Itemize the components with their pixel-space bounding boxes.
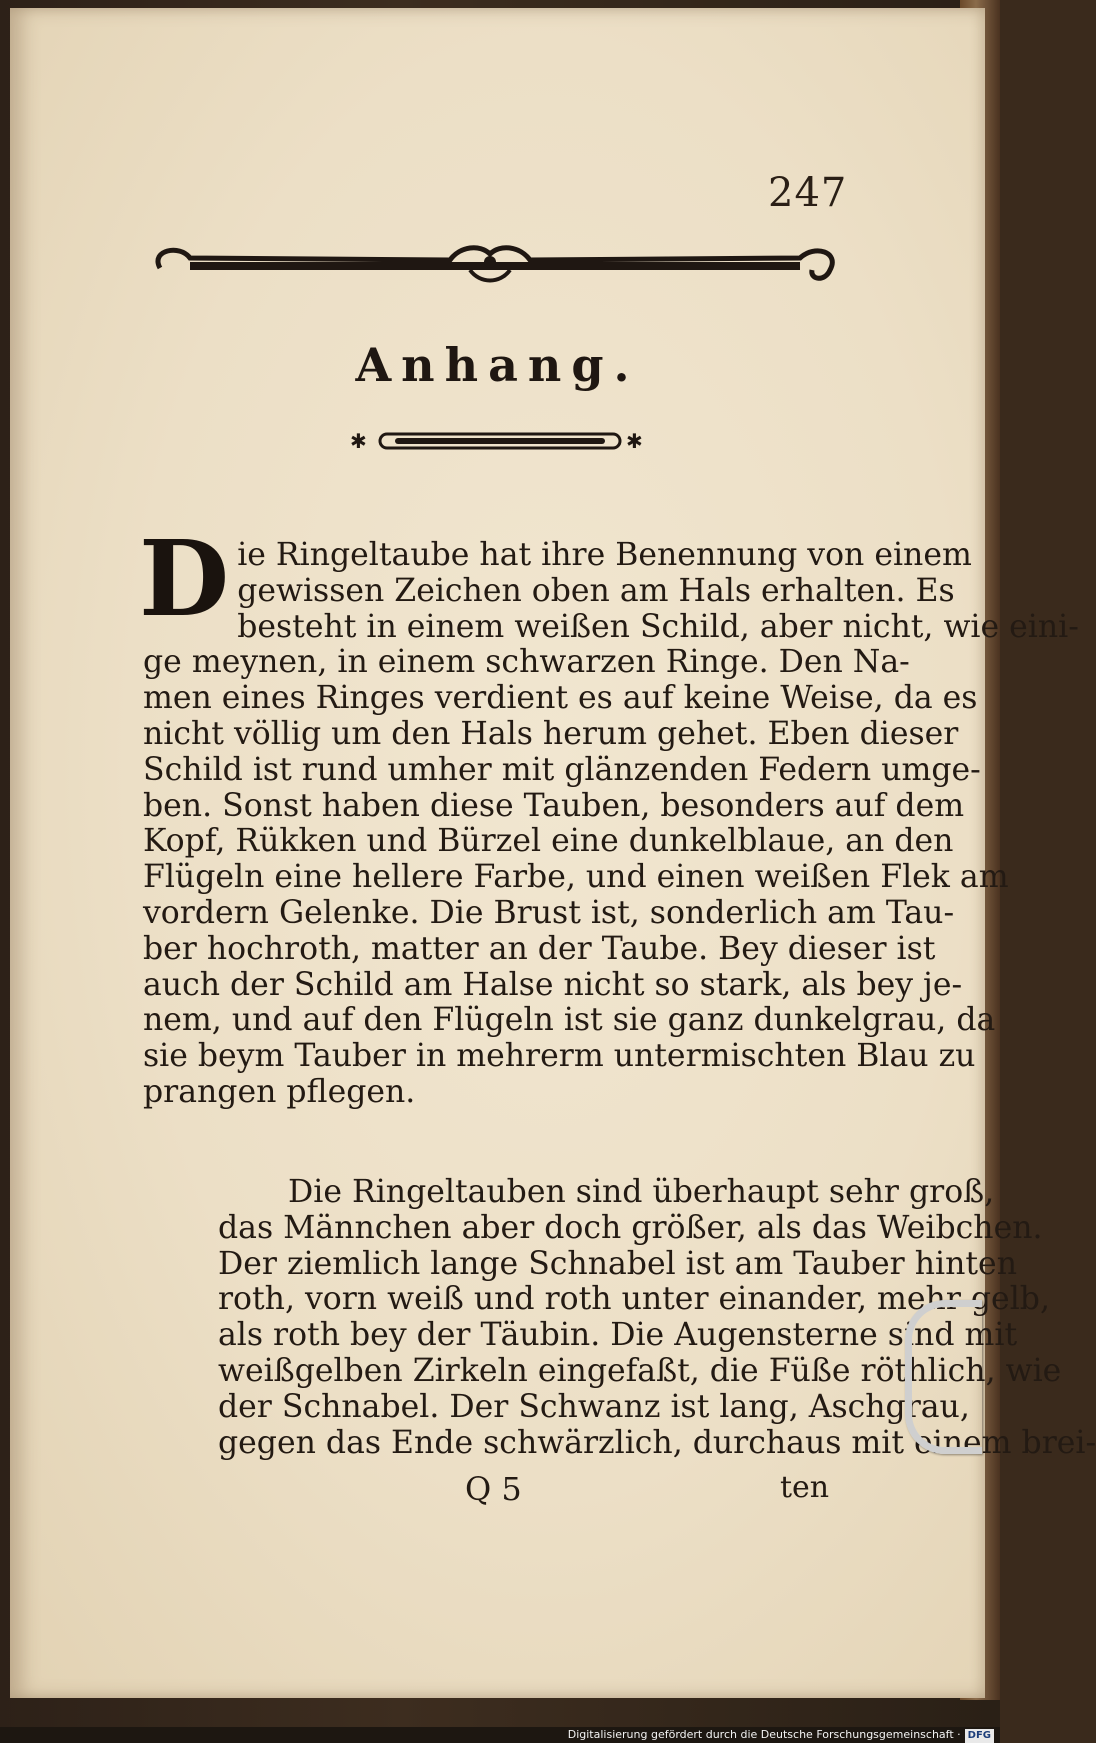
text-line: der Schnabel. Der Schwanz ist lang, Aschgrau, — [218, 1388, 970, 1425]
text-line: Der ziemlich lange Schnabel ist am Tauber hinten — [218, 1245, 1017, 1282]
text-line: besteht in einem weißen Schild, aber nicht, wie eini- — [237, 608, 1079, 645]
text-line: Die Ringeltauben sind überhaupt sehr groß, — [288, 1174, 995, 1210]
paragraph-1 — [139, 517, 1079, 1111]
catchword: ten — [780, 1470, 830, 1505]
ornament-rule-icon — [150, 240, 840, 288]
text-line: ge meynen, in einem schwarzen Ringe. Den Na- — [143, 644, 910, 681]
text-line: roth, vorn weiß und roth unter einander, mehr gelb, — [218, 1281, 1050, 1318]
signature-mark: Q 5 — [465, 1470, 522, 1508]
svg-text:✱: ✱ — [626, 429, 643, 453]
text-line: gewissen Zeichen oben am Hals erhalten. Es — [237, 572, 955, 609]
text-line: nem, und auf den Flügeln ist sie ganz dunkelgrau, da — [143, 1002, 996, 1039]
text-line: nicht völlig um den Hals herum gehet. Eben dieser — [143, 715, 959, 752]
section-title: Anhang. — [355, 338, 640, 392]
text-line: auch der Schild am Halse nicht so stark, als bey je- — [143, 966, 963, 1003]
dfg-logo-icon: DFG — [965, 1729, 994, 1743]
text-line: vordern Gelenke. Die Brust ist, sonderlich am Tau- — [143, 894, 955, 931]
book-page — [10, 8, 1096, 1698]
page-clip-icon — [905, 1300, 982, 1454]
text-line: weißgelben Zirkeln eingefaßt, die Füße röthlich, wie — [218, 1352, 1062, 1389]
text-line: prangen pflegen. — [143, 1073, 416, 1110]
text-line: sie beym Tauber in mehrerm untermischten Blau zu — [143, 1038, 976, 1075]
credit-text: Digitalisierung gefördert durch die Deutsche Forschungsgemeinschaft · — [567, 1728, 961, 1741]
digitization-credit — [568, 1728, 994, 1743]
text-line: ben. Sonst haben diese Tauben, besonders auf dem — [143, 787, 965, 824]
ornament-divider-icon — [350, 426, 650, 456]
page-number: 247 — [768, 170, 848, 216]
svg-text:✱: ✱ — [350, 429, 367, 453]
text-line: ber hochroth, matter an der Taube. Bey dieser ist — [143, 930, 936, 967]
text-line: gegen das Ende schwärzlich, durchaus mit einem brei- — [218, 1424, 1096, 1461]
text-line: Kopf, Rükken und Bürzel eine dunkelblaue, an den — [143, 823, 954, 860]
text-line: ie Ringeltaube hat ihre Benennung von einem — [237, 537, 972, 573]
text-line: das Männchen aber doch größer, als das Weibchen. — [218, 1209, 1043, 1246]
text-line: men eines Ringes verdient es auf keine Weise, da es — [143, 680, 978, 717]
drop-cap: D — [139, 517, 230, 640]
text-line: Schild ist rund umher mit glänzenden Federn umge- — [143, 751, 981, 788]
paragraph-2 — [143, 1174, 1096, 1461]
text-line: Flügeln eine hellere Farbe, und einen weißen Flek am — [143, 859, 1009, 896]
text-line: als roth bey der Täubin. Die Augensterne sind mit — [218, 1317, 1018, 1354]
